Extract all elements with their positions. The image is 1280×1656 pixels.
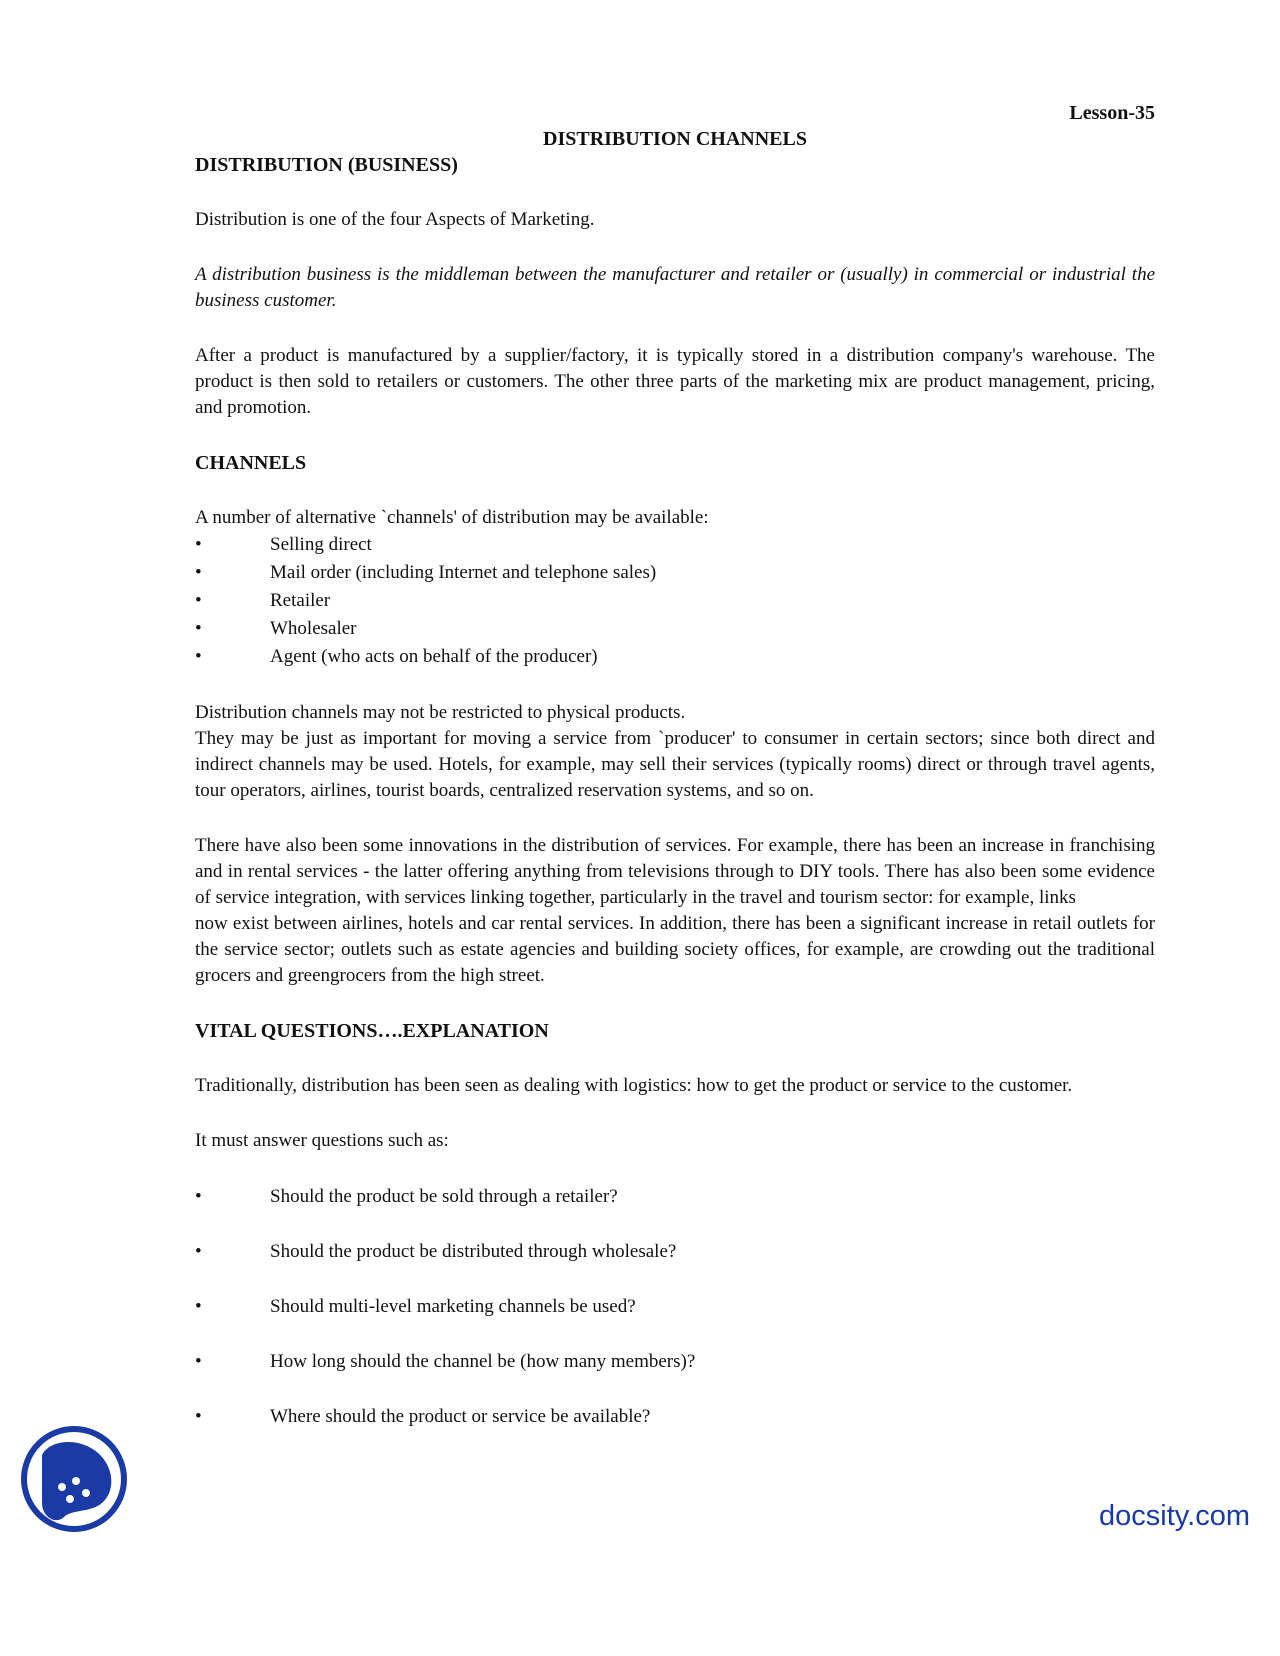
paragraph-logistics: Traditionally, distribution has been seen as dealing with logistics: how to get the product or service to the customer. xyxy=(195,1075,1073,1096)
paragraph-physical-products: Distribution channels may not be restricted to physical products. xyxy=(195,702,686,723)
paragraph-services: They may be just as important for moving a service from `producer' to consumer in certain sectors; since both direct and indirect channels may be used. Hotels, for example, may sell their services (typically rooms) direct or through travel agents, tour operators, airlines, tourist boards, centralized reservation systems, and so on. xyxy=(195,728,1155,801)
list-item: • Selling direct xyxy=(195,531,1155,559)
bullet-icon: • xyxy=(195,618,202,639)
lesson-number: Lesson-35 xyxy=(1069,102,1155,124)
bullet-icon: • xyxy=(195,1186,202,1207)
bullet-icon: • xyxy=(195,1351,202,1372)
bullet-icon: • xyxy=(195,590,202,611)
list-item: • Mail order (including Internet and telephone sales) xyxy=(195,559,1155,587)
list-item: • Retailer xyxy=(195,587,1155,615)
list-item: • How long should the channel be (how many members)? xyxy=(195,1348,1155,1376)
bullet-icon: • xyxy=(195,1296,202,1317)
bullet-icon: • xyxy=(195,1406,202,1427)
section-heading-distribution: DISTRIBUTION (BUSINESS) xyxy=(195,154,458,176)
paragraph-innovations: There have also been some innovations in the distribution of services. For example, there has been an increase in franchising and in rental services - the latter offering anything from televisions through to DIY tools. There has also been some evidence of service integration, with services linking together, particularly in the travel and tourism sector: for example, links xyxy=(195,835,1155,908)
question-list xyxy=(195,1183,1155,1431)
docsity-logo-icon[interactable] xyxy=(20,1425,128,1533)
bullet-icon: • xyxy=(195,646,202,667)
bullet-icon: • xyxy=(195,1241,202,1262)
list-item: • Should the product be sold through a retailer? xyxy=(195,1183,1155,1211)
document-page xyxy=(195,100,1155,1458)
page-title: DISTRIBUTION CHANNELS xyxy=(543,128,807,150)
channel-list xyxy=(195,531,1155,671)
list-item: • Wholesaler xyxy=(195,615,1155,643)
paragraph-definition: A distribution business is the middleman between the manufacturer and retailer or (usually) in commercial or industrial the business customer. xyxy=(195,264,1155,311)
paragraph-innovations-continued: now exist between airlines, hotels and car rental services. In addition, there has been a significant increase in retail outlets for the service sector; outlets such as estate agencies and building society offices, for example, are crowding out the traditional grocers and greengrocers from the high street. xyxy=(195,913,1155,986)
list-item: • Agent (who acts on behalf of the producer) xyxy=(195,643,1155,671)
bullet-icon: • xyxy=(195,534,202,555)
section-heading-channels: CHANNELS xyxy=(195,452,307,474)
paragraph-warehouse: After a product is manufactured by a supplier/factory, it is typically stored in a distribution company's warehouse. The product is then sold to retailers or customers. The other three parts of the marketing mix are product management, pricing, and promotion. xyxy=(195,345,1155,418)
list-item: • Where should the product or service be available? xyxy=(195,1403,1155,1431)
docsity-brand-link[interactable]: docsity.com xyxy=(1099,1500,1250,1532)
list-item: • Should multi-level marketing channels be used? xyxy=(195,1293,1155,1321)
paragraph-channels-intro: A number of alternative `channels' of distribution may be available: xyxy=(195,507,709,528)
paragraph-questions-intro: It must answer questions such as: xyxy=(195,1130,449,1151)
list-item: • Should the product be distributed through wholesale? xyxy=(195,1238,1155,1266)
section-heading-vital-questions: VITAL QUESTIONS….EXPLANATION xyxy=(195,1020,549,1042)
paragraph-aspects: Distribution is one of the four Aspects of Marketing. xyxy=(195,209,595,230)
bullet-icon: • xyxy=(195,562,202,583)
